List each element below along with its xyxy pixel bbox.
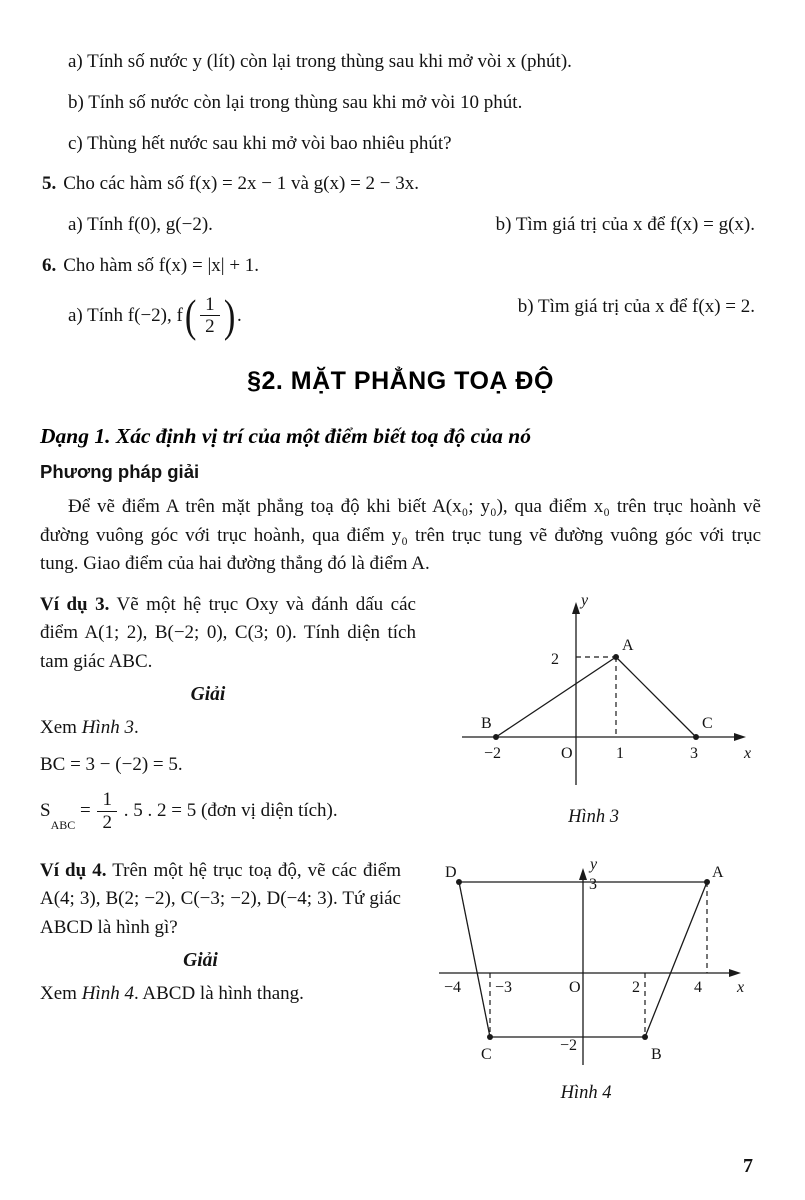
- point-B: [642, 1034, 648, 1040]
- fraction-numerator: 1: [97, 790, 117, 812]
- point-A-label: A: [712, 863, 724, 881]
- example-3-text-column: [40, 587, 426, 847]
- problem-6-part-a-text: a) Tính f(−2), f: [68, 305, 183, 327]
- problem-5-parts: [68, 213, 755, 237]
- x-axis-label: x: [744, 744, 752, 762]
- y-axis-arrow: [579, 868, 587, 880]
- figure-hinh4: [411, 853, 761, 1075]
- subitem-a: a) Tính số nước y (lít) còn lại trong thùng sau khi mở vòi x (phút).: [68, 51, 572, 72]
- point-A: [704, 879, 710, 885]
- figure-hinh3: [426, 587, 761, 799]
- segment-AC: [616, 657, 696, 737]
- example-3-solution-heading: Giải: [190, 684, 226, 706]
- subitem-b: b) Tính số nước còn lại trong thùng sau khi mở vòi 10 phút.: [68, 91, 523, 113]
- tick-2-label: 2: [551, 650, 559, 668]
- point-C: [487, 1034, 493, 1040]
- fraction-denominator: 2: [102, 811, 112, 833]
- method-paragraph: Để vẽ điểm A trên mặt phẳng toạ độ khi biết A(x₀; y₀), qua điểm x₀ trên trục hoành vẽ đường vuông góc với trục hoành, qua điểm y₀ trên trục tung vẽ đường vuông góc với trục tung. Giao điểm của hai đường thẳng đó là điểm A.: [40, 496, 761, 575]
- y-axis-arrow: [572, 602, 580, 614]
- tick-minus2-label: −2: [484, 744, 502, 762]
- problem-6-part-a: [68, 289, 242, 341]
- tick-minus3-label: −3: [495, 978, 513, 996]
- example-4-label: Ví dụ 4.: [40, 859, 107, 881]
- x-axis-arrow: [734, 733, 746, 741]
- example-4-body: Trên một hệ trục toạ độ, vẽ các điểm A(4; 3), B(2; −2), C(−3; −2), D(−4; 3). Tứ giác ABCD là hình gì?: [40, 859, 401, 938]
- see-text: Xem: [40, 717, 82, 739]
- figure-4-column: [411, 853, 761, 1104]
- point-C-label: C: [481, 1045, 492, 1063]
- close-paren: ): [223, 289, 236, 341]
- segment-BA: [496, 657, 616, 737]
- tick-3-label: 3: [589, 875, 597, 893]
- point-B: [493, 734, 499, 740]
- tick-2-label: 2: [632, 978, 640, 996]
- point-C: [693, 734, 699, 740]
- example-4-see-figure: [40, 982, 401, 1007]
- problem-6-text: Cho hàm số f(x) = |x| + 1.: [63, 254, 260, 276]
- figure-4-reference: Hình 4: [81, 983, 134, 1005]
- origin-label: O: [569, 978, 581, 996]
- equals-sign: =: [75, 800, 96, 822]
- problem-5: [42, 172, 761, 196]
- problem-5-text: Cho các hàm số f(x) = 2x − 1 và g(x) = 2 − 3x.: [63, 173, 420, 195]
- point-D-label: D: [445, 863, 457, 881]
- point-C-label: C: [702, 714, 713, 732]
- point-A-label: A: [622, 636, 634, 654]
- segment-AB: [645, 882, 707, 1037]
- exercise-subitems: [40, 50, 761, 155]
- problem-5-part-a: a) Tính f(0), g(−2).: [68, 214, 213, 235]
- dang1-heading: Dạng 1. Xác định vị trí của một điểm biết toạ độ của nó: [40, 424, 531, 449]
- area-result: . 5 . 2 = 5 (đơn vị diện tích).: [118, 800, 338, 822]
- problem-6: [42, 254, 761, 278]
- example-4-statement: [40, 857, 401, 943]
- point-D: [456, 879, 462, 885]
- fraction-numerator: 1: [200, 295, 220, 317]
- figure-3-column: [426, 587, 761, 828]
- example-3-statement: [40, 591, 416, 677]
- tick-minus4-label: −4: [444, 978, 462, 996]
- figure-3-reference: Hình 3: [81, 717, 134, 739]
- fraction-one-half: [97, 790, 117, 833]
- subitem-c: c) Thùng hết nước sau khi mở vòi bao nhiêu phút?: [68, 132, 452, 154]
- origin-label: O: [561, 744, 573, 762]
- see-period: .: [133, 717, 139, 739]
- problem-6-part-a-period: .: [236, 305, 242, 327]
- area-subscript: ABC: [50, 817, 76, 832]
- section-title: §2. MẶT PHẲNG TOẠ ĐỘ: [247, 367, 554, 396]
- problem-6-part-b: b) Tìm giá trị của x để f(x) = 2.: [517, 295, 755, 317]
- tick-3-label: 3: [690, 744, 698, 762]
- problem-6-number: 6.: [42, 254, 57, 276]
- example-3-label: Ví dụ 3.: [40, 593, 110, 615]
- y-axis-label: y: [581, 591, 589, 609]
- example-4-solution-heading: Giải: [183, 950, 218, 972]
- method-label: Phương pháp giải: [40, 461, 200, 483]
- segment-CD: [459, 882, 490, 1037]
- problem-5-number: 5.: [42, 173, 57, 195]
- tick-1-label: 1: [616, 744, 624, 762]
- problem-6-parts: [68, 289, 755, 341]
- tick-minus2-label: −2: [559, 1036, 577, 1054]
- problem-5-part-b: b) Tìm giá trị của x để f(x) = g(x).: [495, 214, 755, 235]
- point-B-label: B: [481, 714, 492, 732]
- example-3-see-figure: [40, 716, 416, 741]
- point-B-label: B: [651, 1045, 662, 1063]
- figure-4-caption: Hình 4: [560, 1082, 612, 1103]
- y-axis-label: y: [590, 855, 598, 873]
- see-text: Xem: [40, 983, 82, 1005]
- area-symbol: S: [40, 800, 51, 822]
- example-4-row: [40, 853, 761, 1104]
- figure-3-caption: Hình 3: [568, 806, 619, 827]
- tick-4-label: 4: [694, 978, 702, 996]
- fraction-denominator: 2: [205, 316, 215, 338]
- x-axis-label: x: [737, 978, 745, 996]
- example-3-row: [40, 587, 761, 847]
- example-3-bc-line: BC = 3 − (−2) = 5.: [40, 754, 183, 776]
- x-axis-arrow: [729, 969, 741, 977]
- page-number: 7: [743, 1155, 753, 1177]
- fraction-one-half: [200, 295, 220, 338]
- conclusion-text: . ABCD là hình thang.: [133, 983, 304, 1005]
- point-A: [613, 654, 619, 660]
- example-3-area-line: [40, 790, 416, 833]
- example-3-body: Vẽ một hệ trục Oxy và đánh dấu các điểm A(1; 2), B(−2; 0), C(3; 0). Tính diện tích tam giác ABC.: [40, 593, 416, 672]
- open-paren: (: [184, 289, 197, 341]
- example-4-text-column: [40, 853, 411, 1019]
